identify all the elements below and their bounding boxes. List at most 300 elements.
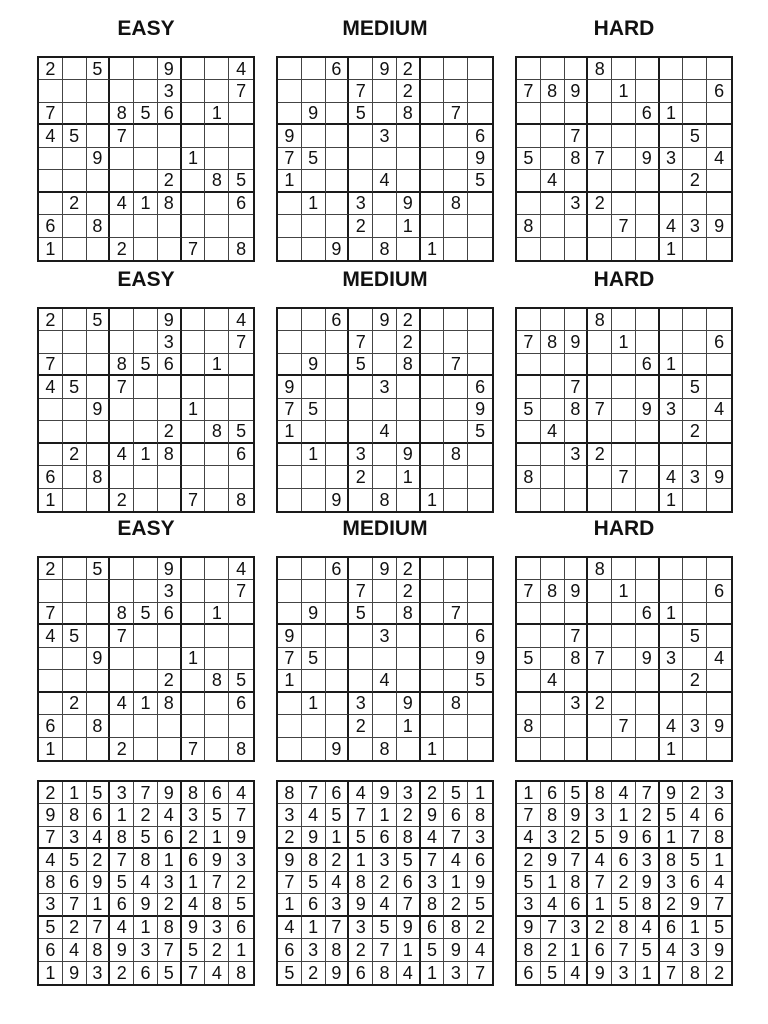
sudoku-cell: 7 xyxy=(110,849,134,871)
sudoku-cell xyxy=(612,376,636,398)
sudoku-cell: 1 xyxy=(39,238,63,260)
sudoku-cell xyxy=(87,170,111,192)
sudoku-cell: 6 xyxy=(468,849,492,871)
sudoku-cell xyxy=(349,648,373,670)
sudoku-cell: 4 xyxy=(660,939,684,961)
sudoku-cell xyxy=(278,215,302,237)
sudoku-cell xyxy=(421,103,445,125)
sudoku-cell xyxy=(278,309,302,331)
sudoku-cell: 8 xyxy=(565,648,589,670)
sudoku-cell xyxy=(349,558,373,580)
sudoku-cell xyxy=(588,215,612,237)
sudoku-cell xyxy=(158,376,182,398)
sudoku-cell: 4 xyxy=(182,894,206,916)
sudoku-cell: 4 xyxy=(110,193,134,215)
sudoku-cell: 7 xyxy=(517,331,541,353)
sudoku-cell: 1 xyxy=(397,715,421,737)
sudoku-cell: 2 xyxy=(326,849,350,871)
sudoku-cell: 5 xyxy=(636,939,660,961)
sudoku-cell xyxy=(683,238,707,260)
sudoku-cell xyxy=(468,103,492,125)
sudoku-cell xyxy=(278,558,302,580)
sudoku-cell xyxy=(565,238,589,260)
sudoku-cell: 2 xyxy=(63,444,87,466)
sudoku-cell xyxy=(278,331,302,353)
sudoku-cell: 7 xyxy=(707,894,731,916)
sudoku-cell xyxy=(134,331,158,353)
sudoku-cell xyxy=(302,58,326,80)
sudoku-cell: 7 xyxy=(444,827,468,849)
sudoku-cell xyxy=(612,309,636,331)
sudoku-solution-hard xyxy=(515,780,733,986)
sudoku-cell xyxy=(612,444,636,466)
sudoku-cell: 2 xyxy=(63,193,87,215)
sudoku-cell xyxy=(612,648,636,670)
sudoku-cell xyxy=(205,558,229,580)
sudoku-cell: 1 xyxy=(612,804,636,826)
sudoku-cell xyxy=(110,399,134,421)
sudoku-cell xyxy=(373,580,397,602)
sudoku-cell: 4 xyxy=(373,170,397,192)
sudoku-cell: 9 xyxy=(373,309,397,331)
sudoku-cell: 1 xyxy=(660,603,684,625)
sudoku-cell xyxy=(134,170,158,192)
sudoku-cell: 7 xyxy=(39,827,63,849)
sudoku-cell: 3 xyxy=(229,849,253,871)
sudoku-cell xyxy=(349,399,373,421)
sudoku-cell: 4 xyxy=(39,849,63,871)
sudoku-cell xyxy=(517,238,541,260)
sudoku-cell: 3 xyxy=(397,782,421,804)
sudoku-cell: 2 xyxy=(349,215,373,237)
sudoku-cell: 7 xyxy=(612,715,636,737)
sudoku-cell: 8 xyxy=(278,782,302,804)
sudoku-cell xyxy=(278,444,302,466)
sudoku-cell: 8 xyxy=(612,917,636,939)
sudoku-cell: 1 xyxy=(349,849,373,871)
sudoku-cell: 8 xyxy=(326,939,350,961)
sudoku-cell: 2 xyxy=(683,170,707,192)
sudoku-cell xyxy=(660,58,684,80)
sudoku-cell: 2 xyxy=(110,238,134,260)
sudoku-cell xyxy=(134,466,158,488)
sudoku-cell xyxy=(707,58,731,80)
sudoku-cell xyxy=(87,693,111,715)
sudoku-cell: 3 xyxy=(683,466,707,488)
sudoku-cell: 9 xyxy=(229,827,253,849)
sudoku-cell: 7 xyxy=(182,489,206,511)
sudoku-cell xyxy=(326,466,350,488)
sudoku-cell xyxy=(421,193,445,215)
sudoku-cell xyxy=(421,715,445,737)
sudoku-cell xyxy=(707,170,731,192)
sudoku-cell: 9 xyxy=(707,215,731,237)
sudoku-cell xyxy=(87,444,111,466)
sudoku-cell: 9 xyxy=(87,399,111,421)
sudoku-cell xyxy=(468,444,492,466)
sudoku-cell xyxy=(517,670,541,692)
sudoku-cell: 5 xyxy=(468,894,492,916)
sudoku-cell xyxy=(373,148,397,170)
sudoku-cell xyxy=(565,603,589,625)
sudoku-cell xyxy=(683,603,707,625)
sudoku-cell: 5 xyxy=(517,648,541,670)
sudoku-cell xyxy=(87,125,111,147)
sudoku-cell: 5 xyxy=(278,962,302,984)
sudoku-cell: 3 xyxy=(683,939,707,961)
sudoku-cell xyxy=(541,125,565,147)
sudoku-cell: 1 xyxy=(612,580,636,602)
sudoku-cell xyxy=(326,580,350,602)
sudoku-cell xyxy=(517,193,541,215)
sudoku-cell xyxy=(205,376,229,398)
sudoku-cell: 5 xyxy=(349,103,373,125)
sudoku-cell: 3 xyxy=(349,917,373,939)
sudoku-cell: 5 xyxy=(517,872,541,894)
sudoku-cell xyxy=(541,603,565,625)
sudoku-cell xyxy=(326,648,350,670)
sudoku-cell: 4 xyxy=(707,872,731,894)
sudoku-puzzle-hard xyxy=(515,307,733,513)
sudoku-cell xyxy=(636,558,660,580)
sudoku-cell xyxy=(278,80,302,102)
sudoku-cell xyxy=(421,148,445,170)
sudoku-cell xyxy=(373,603,397,625)
sudoku-puzzle-medium xyxy=(276,307,494,513)
sudoku-cell xyxy=(110,80,134,102)
sudoku-cell xyxy=(636,715,660,737)
sudoku-cell: 2 xyxy=(397,80,421,102)
sudoku-cell: 6 xyxy=(134,962,158,984)
sudoku-cell: 9 xyxy=(110,939,134,961)
sudoku-cell: 5 xyxy=(87,309,111,331)
sudoku-cell xyxy=(326,603,350,625)
sudoku-cell xyxy=(373,193,397,215)
sudoku-cell: 8 xyxy=(236,489,247,510)
sudoku-cell: 9 xyxy=(397,693,421,715)
sudoku-cell: 4 xyxy=(588,849,612,871)
sudoku-cell xyxy=(326,170,350,192)
sudoku-cell: 3 xyxy=(636,849,660,871)
sudoku-cell: 4 xyxy=(87,827,111,849)
sudoku-cell xyxy=(683,693,707,715)
sudoku-cell: 6 xyxy=(707,804,731,826)
sudoku-cell: 6 xyxy=(326,58,350,80)
sudoku-cell: 5 xyxy=(326,804,350,826)
sudoku-cell xyxy=(707,421,731,443)
sudoku-cell: 5 xyxy=(302,148,326,170)
sudoku-cell xyxy=(373,103,397,125)
sudoku-cell: 3 xyxy=(278,804,302,826)
sudoku-cell xyxy=(278,354,302,376)
sudoku-cell: 8 xyxy=(565,872,589,894)
sudoku-cell xyxy=(612,238,636,260)
sudoku-cell: 9 xyxy=(158,782,182,804)
sudoku-cell: 1 xyxy=(63,782,87,804)
sudoku-cell: 1 xyxy=(205,603,229,625)
sudoku-cell xyxy=(565,58,589,80)
sudoku-cell xyxy=(182,331,206,353)
sudoku-cell xyxy=(373,399,397,421)
sudoku-cell: 6 xyxy=(468,625,492,647)
sudoku-cell: 4 xyxy=(707,399,731,421)
sudoku-cell: 8 xyxy=(444,693,468,715)
sudoku-cell xyxy=(636,58,660,80)
sudoku-cell: 5 xyxy=(87,558,111,580)
sudoku-cell: 6 xyxy=(588,939,612,961)
sudoku-cell: 8 xyxy=(373,962,397,984)
sudoku-cell xyxy=(229,466,253,488)
sudoku-cell xyxy=(541,558,565,580)
sudoku-cell xyxy=(468,309,492,331)
sudoku-cell xyxy=(63,558,87,580)
difficulty-title-easy: EASY xyxy=(117,17,175,40)
sudoku-cell xyxy=(541,354,565,376)
sudoku-cell xyxy=(588,170,612,192)
sudoku-cell: 6 xyxy=(565,894,589,916)
sudoku-cell: 9 xyxy=(468,148,492,170)
sudoku-cell: 4 xyxy=(110,917,134,939)
sudoku-cell xyxy=(63,399,87,421)
sudoku-cell: 8 xyxy=(421,894,445,916)
sudoku-cell xyxy=(87,103,111,125)
sudoku-cell xyxy=(683,354,707,376)
sudoku-cell: 8 xyxy=(39,872,63,894)
sudoku-cell xyxy=(302,238,326,260)
sudoku-cell xyxy=(565,489,589,511)
sudoku-cell xyxy=(39,421,63,443)
sudoku-cell: 7 xyxy=(349,580,373,602)
sudoku-cell xyxy=(397,376,421,398)
sudoku-cell xyxy=(612,354,636,376)
sudoku-cell xyxy=(110,58,134,80)
sudoku-cell: 6 xyxy=(373,827,397,849)
sudoku-cell xyxy=(205,215,229,237)
sudoku-cell: 6 xyxy=(326,558,350,580)
sudoku-cell xyxy=(660,625,684,647)
sudoku-cell: 3 xyxy=(134,939,158,961)
sudoku-cell xyxy=(134,580,158,602)
sudoku-cell: 1 xyxy=(660,103,684,125)
sudoku-cell xyxy=(302,715,326,737)
sudoku-cell: 3 xyxy=(158,580,182,602)
sudoku-cell xyxy=(205,738,229,760)
sudoku-cell xyxy=(373,215,397,237)
sudoku-cell xyxy=(158,238,182,260)
sudoku-cell xyxy=(444,80,468,102)
sudoku-cell xyxy=(444,625,468,647)
sudoku-cell: 2 xyxy=(683,782,707,804)
sudoku-cell: 8 xyxy=(397,603,421,625)
sudoku-cell: 8 xyxy=(397,103,421,125)
sudoku-cell: 8 xyxy=(588,58,612,80)
sudoku-cell: 5 xyxy=(373,917,397,939)
sudoku-cell: 9 xyxy=(182,917,206,939)
sudoku-cell xyxy=(541,309,565,331)
sudoku-cell: 2 xyxy=(397,309,421,331)
sudoku-cell: 8 xyxy=(444,444,468,466)
sudoku-cell: 7 xyxy=(39,603,63,625)
sudoku-cell: 5 xyxy=(39,917,63,939)
sudoku-cell: 7 xyxy=(326,917,350,939)
sudoku-cell: 8 xyxy=(158,444,182,466)
sudoku-cell xyxy=(517,376,541,398)
sudoku-cell: 5 xyxy=(229,894,253,916)
sudoku-cell xyxy=(660,444,684,466)
sudoku-cell: 9 xyxy=(397,444,421,466)
sudoku-cell: 2 xyxy=(158,670,182,692)
sudoku-cell xyxy=(636,625,660,647)
sudoku-cell xyxy=(612,170,636,192)
sudoku-cell: 7 xyxy=(397,894,421,916)
sudoku-cell xyxy=(87,670,111,692)
sudoku-cell: 6 xyxy=(636,603,660,625)
sudoku-cell xyxy=(636,738,660,760)
sudoku-cell: 5 xyxy=(683,376,707,398)
sudoku-cell xyxy=(110,148,134,170)
sudoku-cell: 5 xyxy=(229,170,253,192)
sudoku-cell: 9 xyxy=(565,804,589,826)
sudoku-cell: 4 xyxy=(373,894,397,916)
sudoku-cell: 5 xyxy=(660,804,684,826)
sudoku-cell: 5 xyxy=(707,917,731,939)
sudoku-cell: 3 xyxy=(182,804,206,826)
sudoku-cell xyxy=(182,125,206,147)
sudoku-cell: 6 xyxy=(517,962,541,984)
sudoku-cell xyxy=(205,80,229,102)
sudoku-cell: 5 xyxy=(158,962,182,984)
sudoku-cell xyxy=(134,670,158,692)
sudoku-cell xyxy=(110,466,134,488)
sudoku-cell xyxy=(468,715,492,737)
sudoku-cell xyxy=(683,80,707,102)
sudoku-cell: 8 xyxy=(87,715,111,737)
sudoku-cell: 8 xyxy=(517,939,541,961)
sudoku-cell xyxy=(444,148,468,170)
sudoku-cell xyxy=(612,148,636,170)
sudoku-cell: 6 xyxy=(278,939,302,961)
sudoku-cell: 6 xyxy=(707,331,731,353)
sudoku-cell xyxy=(182,421,206,443)
sudoku-cell: 2 xyxy=(444,894,468,916)
sudoku-cell: 5 xyxy=(517,148,541,170)
sudoku-cell xyxy=(588,80,612,102)
sudoku-cell xyxy=(182,580,206,602)
sudoku-cell: 2 xyxy=(397,558,421,580)
sudoku-cell xyxy=(326,625,350,647)
sudoku-cell: 8 xyxy=(302,849,326,871)
sudoku-cell: 9 xyxy=(302,827,326,849)
sudoku-cell: 7 xyxy=(63,894,87,916)
sudoku-cell: 8 xyxy=(205,894,229,916)
sudoku-cell: 1 xyxy=(660,738,684,760)
sudoku-cell: 8 xyxy=(373,489,397,511)
sudoku-cell xyxy=(397,489,421,511)
difficulty-title-medium: MEDIUM xyxy=(342,268,428,291)
sudoku-cell: 4 xyxy=(63,939,87,961)
sudoku-cell xyxy=(63,103,87,125)
sudoku-cell: 7 xyxy=(278,872,302,894)
sudoku-cell: 4 xyxy=(444,849,468,871)
sudoku-cell xyxy=(444,399,468,421)
sudoku-cell xyxy=(302,309,326,331)
sudoku-cell xyxy=(612,625,636,647)
sudoku-cell: 5 xyxy=(421,939,445,961)
sudoku-cell xyxy=(541,715,565,737)
sudoku-cell: 2 xyxy=(588,193,612,215)
sudoku-cell: 1 xyxy=(468,782,492,804)
sudoku-cell xyxy=(588,580,612,602)
sudoku-cell: 1 xyxy=(134,917,158,939)
sudoku-cell: 2 xyxy=(110,962,134,984)
sudoku-cell xyxy=(517,625,541,647)
sudoku-cell xyxy=(421,170,445,192)
sudoku-cell: 9 xyxy=(87,648,111,670)
sudoku-cell xyxy=(517,603,541,625)
sudoku-cell: 8 xyxy=(87,215,111,237)
sudoku-cell xyxy=(182,625,206,647)
sudoku-cell xyxy=(541,103,565,125)
sudoku-cell xyxy=(229,648,253,670)
sudoku-cell xyxy=(397,238,421,260)
sudoku-cell xyxy=(302,421,326,443)
sudoku-cell xyxy=(421,648,445,670)
sudoku-cell: 9 xyxy=(302,603,326,625)
sudoku-cell xyxy=(229,103,253,125)
sudoku-cell: 3 xyxy=(349,444,373,466)
sudoku-cell xyxy=(63,580,87,602)
sudoku-cell xyxy=(326,376,350,398)
sudoku-cell: 1 xyxy=(636,962,660,984)
sudoku-cell: 5 xyxy=(134,103,158,125)
sudoku-cell: 4 xyxy=(517,827,541,849)
sudoku-cell: 4 xyxy=(39,125,63,147)
sudoku-cell: 9 xyxy=(87,872,111,894)
sudoku-cell: 7 xyxy=(612,466,636,488)
sudoku-cell: 3 xyxy=(158,80,182,102)
sudoku-cell xyxy=(683,738,707,760)
sudoku-cell xyxy=(39,170,63,192)
sudoku-cell xyxy=(349,421,373,443)
sudoku-cell xyxy=(565,558,589,580)
sudoku-cell xyxy=(39,399,63,421)
sudoku-cell: 6 xyxy=(229,693,253,715)
difficulty-title-easy: EASY xyxy=(117,517,175,540)
sudoku-cell: 8 xyxy=(205,421,229,443)
sudoku-cell: 3 xyxy=(683,215,707,237)
sudoku-cell xyxy=(683,558,707,580)
sudoku-cell xyxy=(302,170,326,192)
sudoku-cell: 4 xyxy=(636,917,660,939)
sudoku-cell xyxy=(444,715,468,737)
sudoku-cell xyxy=(541,148,565,170)
sudoku-cell xyxy=(683,309,707,331)
sudoku-cell xyxy=(517,489,541,511)
sudoku-cell xyxy=(636,309,660,331)
sudoku-cell xyxy=(444,489,468,511)
sudoku-cell: 6 xyxy=(683,872,707,894)
sudoku-cell: 4 xyxy=(541,170,565,192)
sudoku-cell xyxy=(468,466,492,488)
sudoku-cell: 9 xyxy=(87,148,111,170)
sudoku-cell: 1 xyxy=(397,215,421,237)
sudoku-cell: 7 xyxy=(444,354,468,376)
sudoku-cell: 1 xyxy=(205,827,229,849)
sudoku-cell xyxy=(134,125,158,147)
sudoku-cell: 7 xyxy=(612,215,636,237)
sudoku-cell: 4 xyxy=(541,670,565,692)
sudoku-cell: 1 xyxy=(660,238,684,260)
